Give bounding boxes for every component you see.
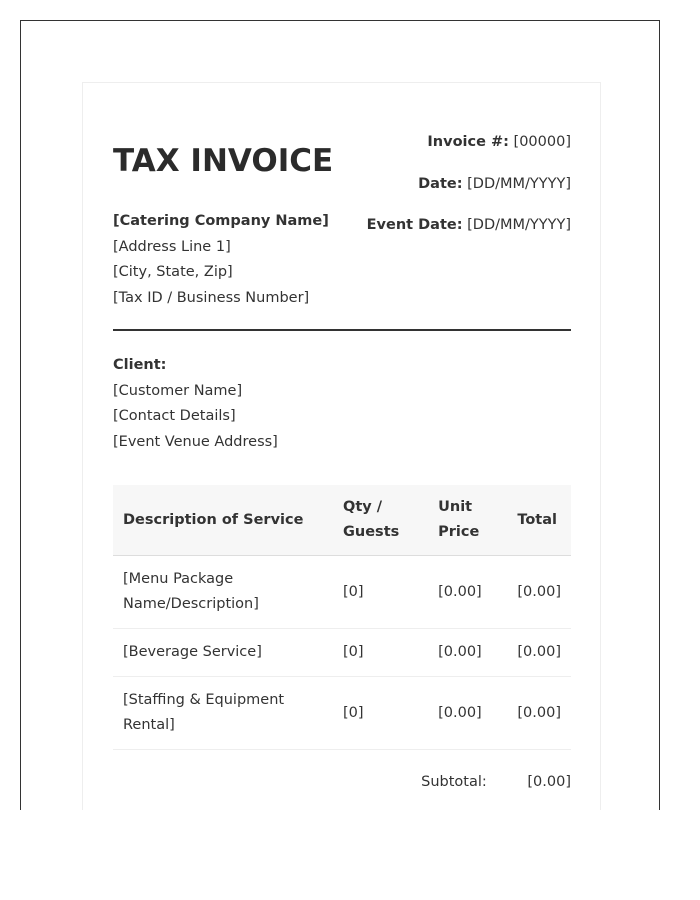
header-price-line2: Price [438, 524, 480, 540]
table-row [113, 556, 571, 629]
row-description-line1: [Menu Package [123, 571, 234, 587]
invoice-date-value: [DD/MM/YYYY] [467, 175, 571, 192]
subtotal-label: Subtotal: [421, 774, 487, 790]
service-table [113, 485, 571, 750]
row-unit-price: [0.00] [428, 556, 507, 629]
company-name: [Catering Company Name] [113, 213, 329, 229]
table-row [113, 629, 571, 677]
client-customer-name: [Customer Name] [113, 382, 243, 399]
header-unit-price [428, 485, 507, 556]
service-table-body [113, 556, 571, 750]
row-total: [0.00] [507, 677, 571, 750]
row-qty: [0] [333, 629, 428, 677]
client-venue-address: [Event Venue Address] [113, 433, 278, 450]
table-row [113, 677, 571, 750]
event-date-label: Event Date: [366, 217, 463, 233]
header-price-line1: Unit [438, 499, 473, 515]
row-unit-price: [0.00] [428, 677, 507, 750]
invoice-number-row [367, 130, 571, 172]
row-description [113, 556, 333, 629]
row-description-line2: Name/Description] [123, 596, 259, 612]
company-tax-id: [Tax ID / Business Number] [113, 289, 310, 306]
row-unit-price: [0.00] [428, 629, 507, 677]
client-label: Client: [113, 357, 167, 373]
company-address-line1: [Address Line 1] [113, 238, 231, 255]
row-total: [0.00] [507, 556, 571, 629]
client-contact-details: [Contact Details] [113, 408, 236, 424]
header-divider [113, 329, 571, 331]
subtotal-value: [0.00] [527, 774, 571, 790]
event-date-row [367, 213, 571, 255]
row-description: [Beverage Service] [113, 629, 333, 677]
invoice-number-label: Invoice #: [427, 134, 509, 150]
row-description [113, 677, 333, 750]
invoice-date-row [367, 172, 571, 214]
service-table-header [113, 485, 571, 556]
invoice-document [82, 82, 601, 810]
invoice-date-label: Date: [418, 175, 463, 192]
client-info [113, 353, 278, 455]
header-total: Total [507, 485, 571, 556]
company-info [113, 209, 329, 311]
subtotal-row [421, 774, 571, 790]
invoice-number-value: [00000] [513, 134, 571, 150]
row-description-line2: Rental] [123, 717, 175, 733]
header-row [113, 485, 571, 556]
row-qty: [0] [333, 556, 428, 629]
header-qty [333, 485, 428, 556]
page-frame [20, 20, 660, 810]
row-description-line1: [Staffing & Equipment [123, 692, 285, 708]
invoice-meta [367, 130, 571, 255]
company-city-state-zip: [City, State, Zip] [113, 264, 233, 280]
row-qty: [0] [333, 677, 428, 750]
event-date-value: [DD/MM/YYYY] [467, 217, 571, 233]
invoice-title: TAX INVOICE [113, 143, 334, 179]
row-total: [0.00] [507, 629, 571, 677]
header-description: Description of Service [113, 485, 333, 556]
header-qty-line1: Qty / [343, 499, 383, 515]
header-qty-line2: Guests [343, 524, 400, 540]
